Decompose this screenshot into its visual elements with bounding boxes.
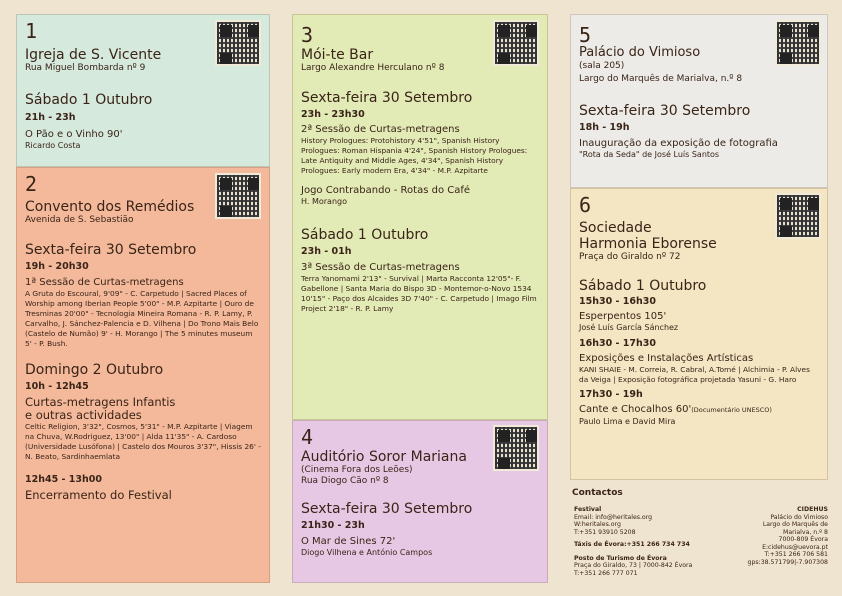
cidehus-email[interactable]: E:cidehus@uevora.pt — [762, 543, 828, 551]
taxi-phone: Táxis de Évora:+351 266 734 734 — [574, 541, 690, 548]
qr-code-icon[interactable] — [775, 20, 821, 66]
festival-heading: Festival — [574, 506, 602, 513]
event-day: Sábado 1 Outubro — [25, 92, 153, 108]
qr-code-icon[interactable] — [775, 193, 821, 239]
event-time: 15h30 - 16h30 — [579, 296, 656, 307]
panel-venue-5 — [570, 14, 828, 188]
event-title: O Pão e o Vinho 90' — [25, 129, 123, 140]
venue-address: Rua Diogo Cão nº 8 — [301, 476, 389, 486]
event-day: Sábado 1 Outubro — [579, 278, 707, 294]
venue-number: 1 — [25, 19, 38, 43]
venue-name: Mói-te Bar — [301, 47, 374, 63]
cidehus-line: Palácio do Vimioso — [770, 513, 828, 521]
event-time: 18h - 19h — [579, 122, 630, 133]
contacts-title: Contactos — [572, 488, 623, 498]
panel-venue-6 — [570, 188, 828, 480]
cidehus-gps: gps:38.571799|-7.907308 — [747, 558, 828, 566]
event-author: Paulo Lima e David Mira — [579, 417, 676, 426]
event-time: 23h - 01h — [301, 246, 352, 257]
event-time: 21h30 - 23h — [301, 520, 365, 531]
event-time: 21h - 23h — [25, 112, 76, 123]
event-author: Diogo Vilhena e António Campos — [301, 548, 433, 557]
event-day: Sábado 1 Outubro — [301, 227, 429, 243]
venue-name: Igreja de S. Vicente — [25, 47, 162, 63]
event-title: Jogo Contrabando - Rotas do Café — [301, 185, 471, 196]
event-title: 1ª Sessão de Curtas-metragens — [25, 277, 184, 288]
venue-address: Rua Miguel Bombarda nº 9 — [25, 63, 146, 73]
venue-address: Largo Alexandre Herculano nº 8 — [301, 63, 445, 73]
event-title: O Mar de Sines 72' — [301, 536, 396, 547]
event-author: José Luís García Sánchez — [579, 323, 679, 332]
venue-number: 2 — [25, 172, 38, 196]
venue-number: 4 — [301, 425, 314, 449]
event-author: Ricardo Costa — [25, 141, 81, 150]
panel-venue-2 — [16, 167, 270, 583]
qr-code-icon[interactable] — [215, 173, 261, 219]
cidehus-phone: T:+351 266 706 581 — [764, 551, 828, 558]
venue-subtitle: (sala 205) — [579, 61, 625, 71]
tourism-phone: T:+351 266 777 071 — [574, 569, 638, 577]
event-description: Celtic Religion, 3'32", Cosmos, 5'31" - M.P. Azpitarte | Viagem na Chuva, W.Rodriguez, 13'00" | Alda 11'35" - A. Cardoso (Universidade Lusófona) | Castelo dos Mouros 3'37", Hissis 26' - N. Beato, Sardinhaemlata — [25, 422, 261, 461]
venue-number: 6 — [579, 193, 592, 217]
cidehus-line: Marialva, n.º 8 — [783, 528, 828, 536]
event-title: Encerramento do Festival — [25, 488, 172, 502]
event-time: 16h30 - 17h30 — [579, 338, 656, 349]
event-day: Sexta-feira 30 Setembro — [579, 103, 751, 119]
venue-number: 5 — [579, 23, 592, 47]
qr-code-icon[interactable] — [493, 425, 539, 471]
event-description: KANI SHAIE - M. Correia, R. Cabral, A.Tomé | Alchimia - P. Alves da Veiga | Exposição fotográfica projetada Yasuni - G. Haro — [579, 365, 810, 384]
event-time: 10h - 12h45 — [25, 381, 89, 392]
cidehus-heading: CIDEHUS — [797, 506, 828, 513]
tourism-address: Praça do Giraldo, 73 | 7000-842 Évora — [574, 562, 693, 569]
venue-name: Auditório Soror Mariana — [301, 449, 467, 465]
event-time: 12h45 - 13h00 — [25, 474, 102, 485]
event-day: Sexta-feira 30 Setembro — [25, 242, 197, 258]
qr-code-icon[interactable] — [215, 20, 261, 66]
contacts-section — [572, 488, 836, 588]
panel-venue-4 — [292, 420, 548, 583]
festival-website[interactable]: W:heritales.org — [574, 521, 621, 528]
event-time: 19h - 20h30 — [25, 261, 89, 272]
event-title: Curtas-metragens Infantis — [25, 395, 176, 409]
event-time: 23h - 23h30 — [301, 109, 365, 120]
event-author: H. Morango — [301, 197, 347, 206]
event-time: 17h30 - 19h — [579, 389, 643, 400]
event-day: Domingo 2 Outubro — [25, 362, 164, 378]
venue-name: Convento dos Remédios — [25, 199, 195, 215]
event-title: Inauguração da exposição de fotografia — [579, 138, 778, 149]
qr-code-icon[interactable] — [493, 20, 539, 66]
cidehus-line: 7000-809 Évora — [778, 536, 828, 543]
event-title-note: (Documentário UNESCO) — [691, 406, 772, 414]
venue-name: Sociedade — [579, 220, 652, 236]
event-title: 2ª Sessão de Curtas-metragens — [301, 124, 460, 135]
event-title: e outras actividades — [25, 408, 142, 422]
event-author: "Rota da Seda" de José Luís Santos — [579, 150, 720, 159]
event-description: History Prologues: Protohistory 4'51", Spanish History Prologues: Roman Hispania 4'24", Spanish History Prologues: Late Antiquity and Middle Ages, 4'34", Spanish History Prologues: Early modern Era, 4'34" - M.P. Azpitarte — [301, 136, 528, 175]
festival-email[interactable]: Email: info@heritales.org — [574, 513, 653, 521]
venue-name: Harmonia Eborense — [579, 236, 717, 252]
venue-number: 3 — [301, 23, 314, 47]
festival-phone: T:+351 93910 5208 — [574, 528, 636, 536]
event-title-text: Cante e Chocalhos 60' — [579, 404, 692, 415]
event-description: A Gruta do Escoural, 9'09" - C. Carpetudo | Sacred Places of Worship among Iberian People 5'00" - M.P. Azpitarte | Ouro de Tresminas 20'00" - Tecnologia Mineira Romana - R. P. Lamy, P. Carvalho, J. Sánchez-Palencia e D. Vilhena | Do Trono Mais Belo (Castelo de Numão) 9' - H. Morango | The 5 minutes museum 5' - P. Bush. — [25, 289, 259, 348]
event-title: Esperpentos 105' — [579, 311, 667, 322]
venue-subtitle: (Cinema Fora dos Leões) — [301, 465, 413, 475]
panel-venue-1 — [16, 14, 270, 167]
tourism-heading: Posto de Turismo de Évora — [574, 554, 667, 562]
cidehus-line: Largo do Marquês de — [762, 521, 828, 528]
event-title: Exposições e Instalações Artísticas — [579, 353, 754, 364]
venue-address: Largo do Marquês de Marialva, n.º 8 — [579, 74, 743, 84]
venue-name: Palácio do Vimioso — [579, 45, 701, 60]
event-description: Terra Yanomami 2'13" - Survival | Marta Racconta 12'05"- F. Gabellone | Santa Maria do Bispo 3D - Montemor-o-Novo 1534 10'15" - Paço dos Alcaides 3D 7'40" - C. Carpetudo | Imago Film Project 2'18" - R. P. Lamy — [301, 274, 537, 313]
event-day: Sexta-feira 30 Setembro — [301, 90, 473, 106]
panel-venue-3 — [292, 14, 548, 420]
event-title — [579, 403, 819, 417]
venue-address: Avenida de S. Sebastião — [25, 215, 134, 225]
event-title: 3ª Sessão de Curtas-metragens — [301, 262, 460, 273]
event-day: Sexta-feira 30 Setembro — [301, 501, 473, 517]
venue-address: Praça do Giraldo nº 72 — [579, 252, 681, 262]
